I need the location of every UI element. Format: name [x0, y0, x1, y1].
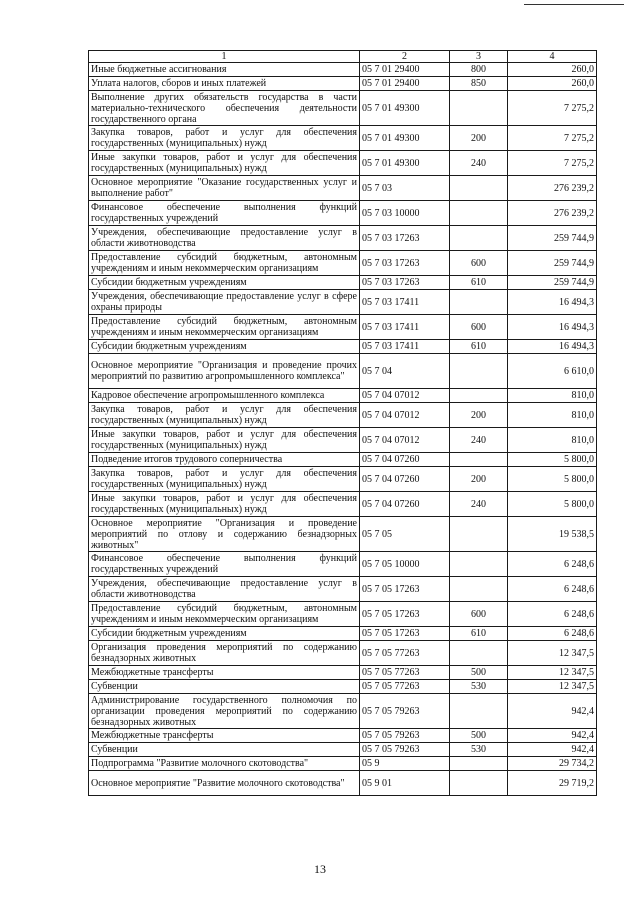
table-row — [89, 517, 597, 552]
row-name: Субвенции — [89, 680, 360, 694]
row-code: 05 7 04 07260 — [360, 492, 450, 517]
row-code: 05 7 05 79263 — [360, 694, 450, 729]
row-amount: 12 347,5 — [508, 641, 597, 666]
header-col-3: 3 — [450, 51, 508, 63]
row-amount: 5 800,0 — [508, 453, 597, 467]
row-name: Основное мероприятие "Организация и проведение прочих мероприятий по развитию агропромышленного комплекса" — [89, 354, 360, 389]
table-row — [89, 771, 597, 796]
table-row — [89, 602, 597, 627]
row-type — [450, 389, 508, 403]
row-code: 05 7 05 17263 — [360, 627, 450, 641]
row-name: Предоставление субсидий бюджетным, автономным учреждениям и иным некоммерческим организациям — [89, 315, 360, 340]
row-amount: 942,4 — [508, 694, 597, 729]
top-rule — [524, 4, 624, 5]
row-type: 200 — [450, 467, 508, 492]
row-type: 610 — [450, 276, 508, 290]
row-code: 05 7 05 79263 — [360, 729, 450, 743]
row-name: Учреждения, обеспечивающие предоставление услуг в области животноводства — [89, 226, 360, 251]
row-code: 05 7 05 10000 — [360, 552, 450, 577]
row-amount: 19 538,5 — [508, 517, 597, 552]
row-amount: 6 248,6 — [508, 577, 597, 602]
row-name: Финансовое обеспечение выполнения функций государственных учреждений — [89, 552, 360, 577]
row-code: 05 7 04 07012 — [360, 389, 450, 403]
row-type — [450, 552, 508, 577]
row-code: 05 7 01 49300 — [360, 91, 450, 126]
row-code: 05 7 01 49300 — [360, 151, 450, 176]
row-type — [450, 176, 508, 201]
table-row — [89, 666, 597, 680]
table-row — [89, 151, 597, 176]
row-amount: 16 494,3 — [508, 315, 597, 340]
row-type — [450, 757, 508, 771]
row-name: Предоставление субсидий бюджетным, автономным учреждениям и иным некоммерческим организациям — [89, 251, 360, 276]
row-amount: 6 248,6 — [508, 602, 597, 627]
table-row — [89, 77, 597, 91]
row-name: Субвенции — [89, 743, 360, 757]
row-type — [450, 226, 508, 251]
row-code: 05 7 01 29400 — [360, 77, 450, 91]
row-code: 05 7 03 17263 — [360, 226, 450, 251]
row-name: Подпрограмма "Развитие молочного скотоводства" — [89, 757, 360, 771]
row-amount: 12 347,5 — [508, 680, 597, 694]
header-col-1: 1 — [89, 51, 360, 63]
table-row — [89, 680, 597, 694]
row-type: 600 — [450, 315, 508, 340]
row-name: Субсидии бюджетным учреждениям — [89, 340, 360, 354]
table-row — [89, 340, 597, 354]
row-name: Кадровое обеспечение агропромышленного комплекса — [89, 389, 360, 403]
row-name: Межбюджетные трансферты — [89, 729, 360, 743]
row-code: 05 7 03 17263 — [360, 251, 450, 276]
row-code: 05 9 — [360, 757, 450, 771]
table-row — [89, 757, 597, 771]
row-code: 05 7 04 07260 — [360, 467, 450, 492]
table-row — [89, 453, 597, 467]
row-type: 240 — [450, 428, 508, 453]
row-amount: 260,0 — [508, 63, 597, 77]
table-row — [89, 428, 597, 453]
row-amount: 810,0 — [508, 428, 597, 453]
row-type — [450, 91, 508, 126]
row-amount: 276 239,2 — [508, 201, 597, 226]
row-code: 05 7 04 07012 — [360, 403, 450, 428]
header-col-4: 4 — [508, 51, 597, 63]
table-row — [89, 743, 597, 757]
row-amount: 5 800,0 — [508, 467, 597, 492]
table-row — [89, 354, 597, 389]
row-name: Иные бюджетные ассигнования — [89, 63, 360, 77]
table-row — [89, 290, 597, 315]
header-row — [89, 51, 597, 63]
row-code: 05 7 01 29400 — [360, 63, 450, 77]
page-number: 13 — [314, 862, 326, 876]
table-row — [89, 627, 597, 641]
row-amount: 6 248,6 — [508, 627, 597, 641]
budget-table — [88, 50, 597, 796]
row-type — [450, 453, 508, 467]
row-type: 600 — [450, 602, 508, 627]
header-col-2: 2 — [360, 51, 450, 63]
table-row — [89, 492, 597, 517]
row-code: 05 7 05 77263 — [360, 666, 450, 680]
table-row — [89, 276, 597, 290]
table-row — [89, 126, 597, 151]
row-name: Предоставление субсидий бюджетным, автономным учреждениям и иным некоммерческим организациям — [89, 602, 360, 627]
table-row — [89, 176, 597, 201]
table-row — [89, 694, 597, 729]
row-amount: 6 610,0 — [508, 354, 597, 389]
row-code: 05 7 05 77263 — [360, 680, 450, 694]
table-row — [89, 552, 597, 577]
row-code: 05 7 04 07012 — [360, 428, 450, 453]
row-amount: 7 275,2 — [508, 151, 597, 176]
row-code: 05 7 03 17411 — [360, 315, 450, 340]
row-amount: 260,0 — [508, 77, 597, 91]
row-name: Иные закупки товаров, работ и услуг для обеспечения государственных (муниципальных) нужд — [89, 428, 360, 453]
row-type — [450, 641, 508, 666]
row-name: Администрирование государственного полномочия по организации проведения мероприятий по содержанию безнадзорных животных — [89, 694, 360, 729]
row-name: Закупка товаров, работ и услуг для обеспечения государственных (муниципальных) нужд — [89, 126, 360, 151]
row-code: 05 7 03 17411 — [360, 340, 450, 354]
row-name: Организация проведения мероприятий по содержанию безнадзорных животных — [89, 641, 360, 666]
table-row — [89, 577, 597, 602]
row-type: 530 — [450, 743, 508, 757]
row-amount: 259 744,9 — [508, 226, 597, 251]
row-amount: 16 494,3 — [508, 290, 597, 315]
row-type: 500 — [450, 729, 508, 743]
row-type: 610 — [450, 340, 508, 354]
row-code: 05 7 03 17411 — [360, 290, 450, 315]
row-name: Субсидии бюджетным учреждениям — [89, 627, 360, 641]
row-name: Финансовое обеспечение выполнения функций государственных учреждений — [89, 201, 360, 226]
table-row — [89, 251, 597, 276]
row-type — [450, 290, 508, 315]
table-row — [89, 403, 597, 428]
row-code: 05 7 03 10000 — [360, 201, 450, 226]
row-name: Выполнение других обязательств государства в части материально-технического обеспечения деятельности государственного органа — [89, 91, 360, 126]
row-amount: 6 248,6 — [508, 552, 597, 577]
row-amount: 29 719,2 — [508, 771, 597, 796]
table-row — [89, 641, 597, 666]
row-code: 05 7 05 17263 — [360, 577, 450, 602]
row-name: Закупка товаров, работ и услуг для обеспечения государственных (муниципальных) нужд — [89, 403, 360, 428]
row-amount: 276 239,2 — [508, 176, 597, 201]
row-type — [450, 201, 508, 226]
row-name: Подведение итогов трудового соперничества — [89, 453, 360, 467]
row-name: Учреждения, обеспечивающие предоставление услуг в сфере охраны природы — [89, 290, 360, 315]
table-row — [89, 315, 597, 340]
row-amount: 7 275,2 — [508, 91, 597, 126]
table-row — [89, 467, 597, 492]
row-type: 240 — [450, 151, 508, 176]
row-amount: 810,0 — [508, 403, 597, 428]
row-amount: 12 347,5 — [508, 666, 597, 680]
row-type: 610 — [450, 627, 508, 641]
row-amount: 259 744,9 — [508, 251, 597, 276]
table-row — [89, 201, 597, 226]
row-code: 05 7 04 — [360, 354, 450, 389]
row-type: 240 — [450, 492, 508, 517]
row-code: 05 7 03 17263 — [360, 276, 450, 290]
row-code: 05 9 01 — [360, 771, 450, 796]
row-code: 05 7 01 49300 — [360, 126, 450, 151]
table-row — [89, 389, 597, 403]
row-amount: 7 275,2 — [508, 126, 597, 151]
row-type: 500 — [450, 666, 508, 680]
row-type: 530 — [450, 680, 508, 694]
row-amount: 942,4 — [508, 743, 597, 757]
row-code: 05 7 05 79263 — [360, 743, 450, 757]
row-name: Основное мероприятие "Оказание государственных услуг и выполнение работ" — [89, 176, 360, 201]
row-amount: 5 800,0 — [508, 492, 597, 517]
row-code: 05 7 05 77263 — [360, 641, 450, 666]
row-name: Субсидии бюджетным учреждениям — [89, 276, 360, 290]
row-name: Межбюджетные трансферты — [89, 666, 360, 680]
row-code: 05 7 05 17263 — [360, 602, 450, 627]
row-code: 05 7 03 — [360, 176, 450, 201]
row-name: Иные закупки товаров, работ и услуг для обеспечения государственных (муниципальных) нужд — [89, 492, 360, 517]
row-code: 05 7 04 07260 — [360, 453, 450, 467]
row-name: Иные закупки товаров, работ и услуг для обеспечения государственных (муниципальных) нужд — [89, 151, 360, 176]
row-amount: 810,0 — [508, 389, 597, 403]
table-row — [89, 729, 597, 743]
table-row — [89, 63, 597, 77]
row-name: Закупка товаров, работ и услуг для обеспечения государственных (муниципальных) нужд — [89, 467, 360, 492]
row-code: 05 7 05 — [360, 517, 450, 552]
table-row — [89, 91, 597, 126]
row-type: 800 — [450, 63, 508, 77]
row-name: Основное мероприятие "Организация и проведение мероприятий по отлову и содержанию безнадзорных животных" — [89, 517, 360, 552]
row-type: 600 — [450, 251, 508, 276]
row-amount: 29 734,2 — [508, 757, 597, 771]
row-name: Учреждения, обеспечивающие предоставление услуг в области животноводства — [89, 577, 360, 602]
row-type — [450, 771, 508, 796]
row-type — [450, 577, 508, 602]
row-type — [450, 517, 508, 552]
row-type: 200 — [450, 126, 508, 151]
row-name: Основное мероприятие "Развитие молочного скотоводства" — [89, 771, 360, 796]
row-amount: 259 744,9 — [508, 276, 597, 290]
row-type — [450, 354, 508, 389]
row-type: 200 — [450, 403, 508, 428]
table-row — [89, 226, 597, 251]
row-amount: 942,4 — [508, 729, 597, 743]
row-type: 850 — [450, 77, 508, 91]
row-amount: 16 494,3 — [508, 340, 597, 354]
row-name: Уплата налогов, сборов и иных платежей — [89, 77, 360, 91]
row-type — [450, 694, 508, 729]
